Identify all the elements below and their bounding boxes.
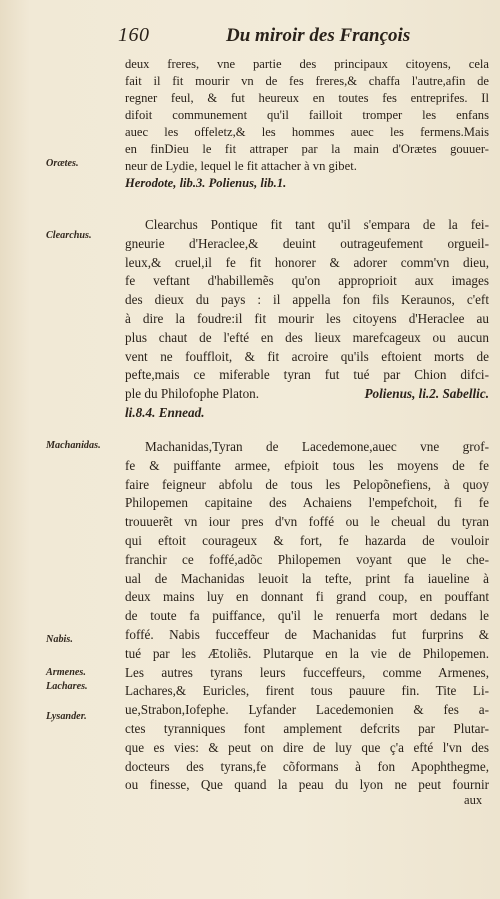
text-line: fe veftant d'habillemẽs qu'on approprioit aux images [125,273,489,289]
text-line: trouuerẽt vn iour pres d'vn foffé ou le cheual du tyran [125,514,489,530]
text-line: difoit communement qu'il failloit tromper les enfans [125,108,489,122]
text-line: pefte,mais ce miferable tyran fut tué par Chion difci- [125,367,489,383]
text-line: ctes tyranniques font amplement defcrits par Plutar- [125,720,489,736]
text-line: Machanidas,Tyran de Lacedemone,auec vne grof- [145,439,489,454]
text-line: ou finesse, Que quand la peau du lyon ne peut fournir [125,777,489,793]
text-line: ual de Machanidas leuoit la tefte, print fa iaueline à [125,570,489,586]
text-line: que es vies: & peut on dire de luy que ç'a efté l'vn des [125,739,489,755]
text-line: qui eftoit courageux & fort, fe hazarda de vouloir [125,532,489,548]
text-line: ue,Strabon,Iofephe. Lyfander Lacedemonien & fes a- [125,702,489,718]
text-line: Clearchus Pontique fit tant qu'il s'empara de la fei- [145,217,489,232]
text-line: Lachares,& Euricles, firent tous pauure fin. Tite Li- [125,683,489,699]
text-line: foffé. Nabis fucceffeur de Machanidas fut furprins & [125,626,489,642]
sidenote-machanidas: Machanidas. [46,440,101,451]
text-line: de toute fa puiffance, qu'il le renuerfa mort dedans le [125,608,489,624]
sidenote-oraetes: Orætes. [46,158,79,169]
source-reference: Polienus, li.2. Sabellic. [364,386,489,402]
catchword: aux [464,793,483,807]
running-title: Du miroir des François [226,25,411,46]
text-line: deux mains luy en donnant fi grand coup, en pouffant [125,589,489,605]
paragraph-2 [125,216,489,423]
paragraph-3 [125,438,489,795]
sidenote-lysander: Lysander. [46,711,87,722]
text-line: des dieux du pays : il appella fon fils Keraunos, c'eft [125,292,489,308]
text-line: regner feul, & fut heureux en toutes fes entreprifes. Il [125,91,489,105]
text-line [125,385,489,404]
text-line: auec les offeletz,& les hommes auec les fermens.Mais [125,125,489,139]
text-line: faire feigneur abfolu de tous les Pelopõnefiens, à quoy [125,476,489,492]
text-line: gneurie d'Heraclee,& deuint outrageufement orgueil- [125,235,489,251]
text-line: Les autres tyrans leurs fucceffeurs, comme Armenes, [125,664,489,680]
text-line-end: ple du Philofophe Platon. [125,386,260,402]
source-reference: li.8.4. Ennead. [125,404,205,420]
text-line: vent ne fouffloit, & fit acroire qu'ils eftoient morts de [125,348,489,364]
sidenote-armenes: Armenes. [46,667,86,678]
page-header [118,24,448,54]
text-line: docteurs des tyrans,fe cõformans à fon Apophthegme, [125,758,489,774]
text-line: tué par les Ætoliẽs. Plutarque en la vie de Philopemen. [125,645,489,661]
text-line: franchir ce foffé,adõc Philopemen voyant que le che- [125,551,489,567]
text-line: Philopemen capitaine des Achaiens l'empefchoit, fi fe [125,495,489,511]
sidenote-lachares: Lachares. [46,681,88,692]
sidenote-nabis: Nabis. [46,634,73,645]
sidenote-clearchus: Clearchus. [46,230,92,241]
page-number: 160 [118,24,150,46]
text-line: leux,& cruel,il fe fit honorer & adorer comm'vn dieu, [125,254,489,270]
text-line: neur de Lydie, lequel le fit attacher à vn gibet. [125,159,357,173]
text-line: fait il fit mourir vn de fes freres,& chaffa l'autre,afin de [125,74,489,88]
paragraph-1 [125,56,489,192]
text-line: fe & puiffante armee, efpioit tous les moyens de fe [125,457,489,473]
text-line: plus chaut de l'efté en des lieux marefcageux ou aucun [125,329,489,345]
text-line: en finDieu le fit attraper par la main d'Orætes gouuer- [125,142,489,156]
text-line: deux freres, vne partie des principaux citoyens, cela [125,57,489,71]
text-line: à dire la foudre:il fit mourir les citoyens d'Heraclee au [125,310,489,326]
source-reference: Herodote, lib.3. Polienus, lib.1. [125,176,287,190]
